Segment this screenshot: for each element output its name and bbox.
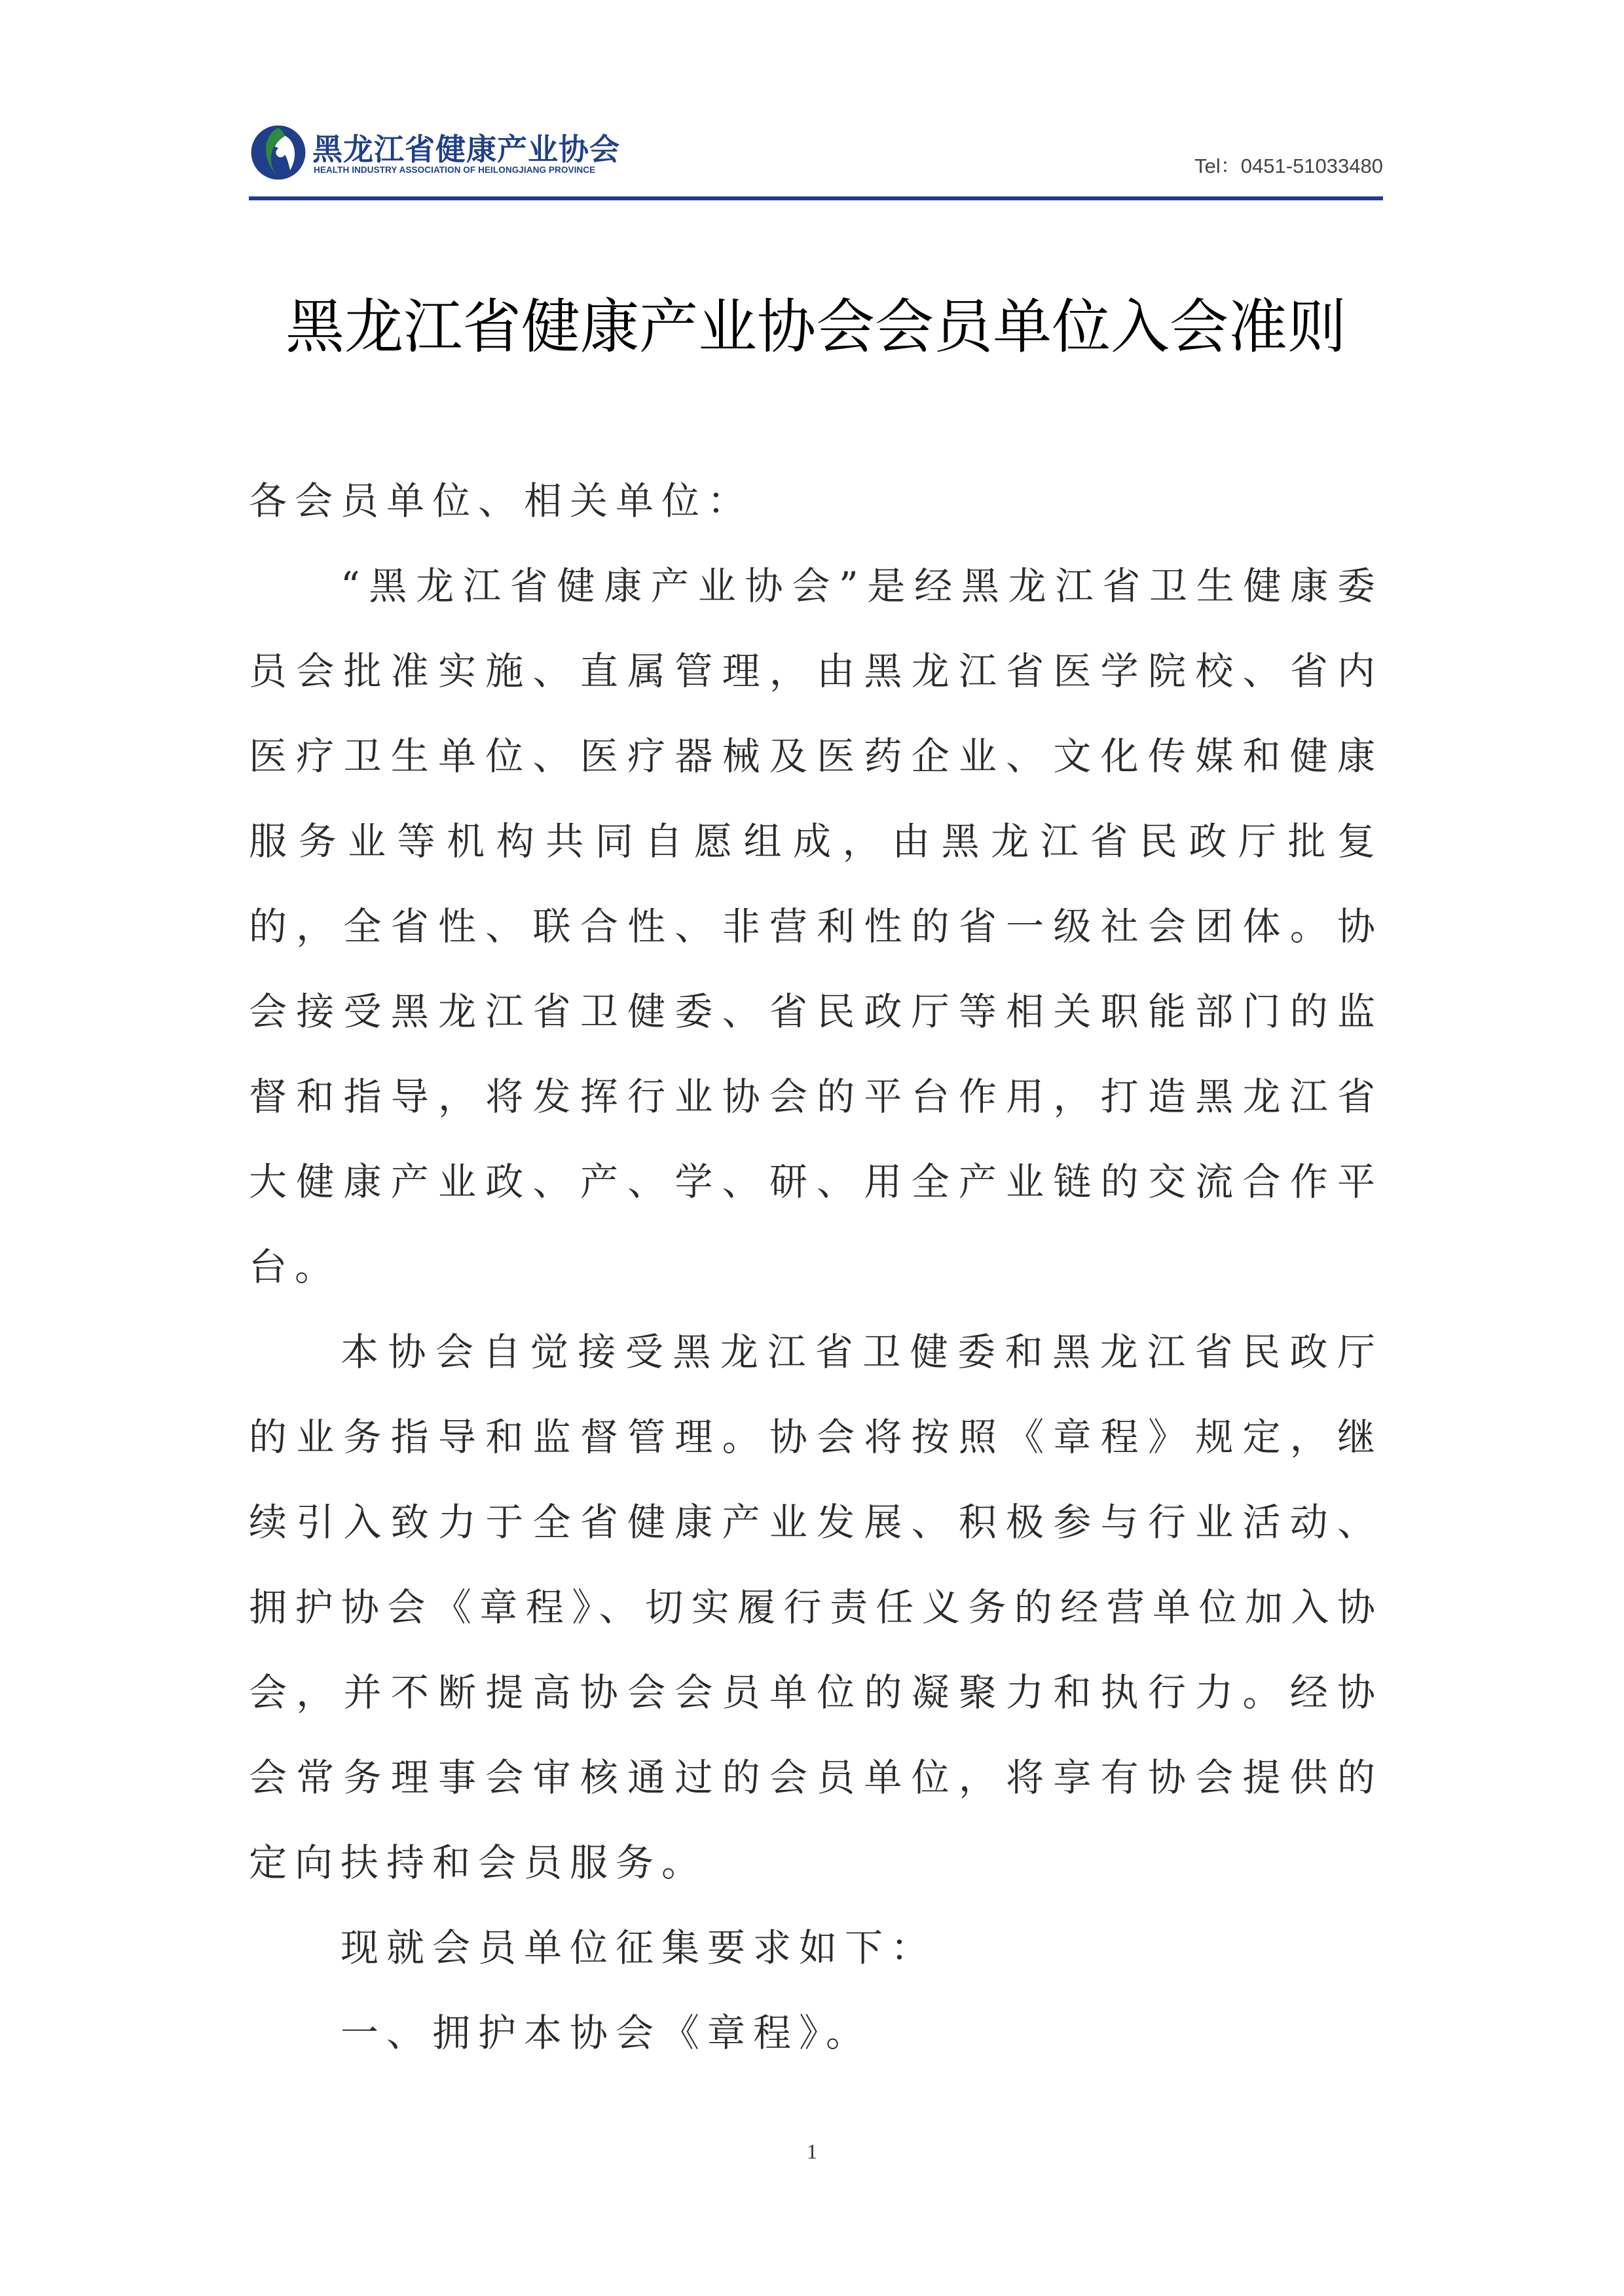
association-name-en: HEALTH INDUSTRY ASSOCIATION OF HEILONGJIANG PROVINCE <box>314 165 596 175</box>
paragraph-requirements-lead: 现就会员单位征集要求如下： <box>341 1925 937 1970</box>
paragraph-membership: 本协会自觉接受黑龙江省卫健委和黑龙江省民政厅的业务指导和监督管理。协会将按照《章程》规定，继续引入致力于全省健康产业发展、积极参与行业活动、拥护协会《章程》、切实履行责任义务的经营单位加入协会，并不断提高协会会员单位的凝聚力和执行力。经协会常务理事会审核通过的会员单位，将享有协会提供的定向扶持和会员服务。 <box>249 1330 1383 1885</box>
letterhead <box>249 118 1383 200</box>
association-logo-icon <box>249 123 308 182</box>
association-name-cn: 黑龙江省健康产业协会 <box>312 132 620 167</box>
telephone-number: Tel：0451-51033480 <box>1194 155 1383 177</box>
salutation: 各会员单位、相关单位： <box>249 479 754 523</box>
page-number: 1 <box>807 2140 817 2163</box>
header-divider <box>249 196 1383 200</box>
document-title: 黑龙江省健康产业协会会员单位入会准则 <box>286 293 1346 361</box>
document-body <box>249 458 1383 2075</box>
paragraph-intro: “黑龙江省健康产业协会”是经黑龙江省卫生健康委员会批准实施、直属管理，由黑龙江省医学院校、省内医疗卫生单位、医疗器械及医药企业、文化传媒和健康服务业等机构共同自愿组成，由黑龙江省民政厅批复的，全省性、联合性、非营利性的省一级社会团体。协会接受黑龙江省卫健委、省民政厅等相关职能部门的监督和指导，将发挥行业协会的平台作用，打造黑龙江省大健康产业政、产、学、研、用全产业链的交流合作平台。 <box>249 564 1383 1289</box>
requirement-item-1: 一、拥护本协会《章程》。 <box>341 2011 872 2055</box>
